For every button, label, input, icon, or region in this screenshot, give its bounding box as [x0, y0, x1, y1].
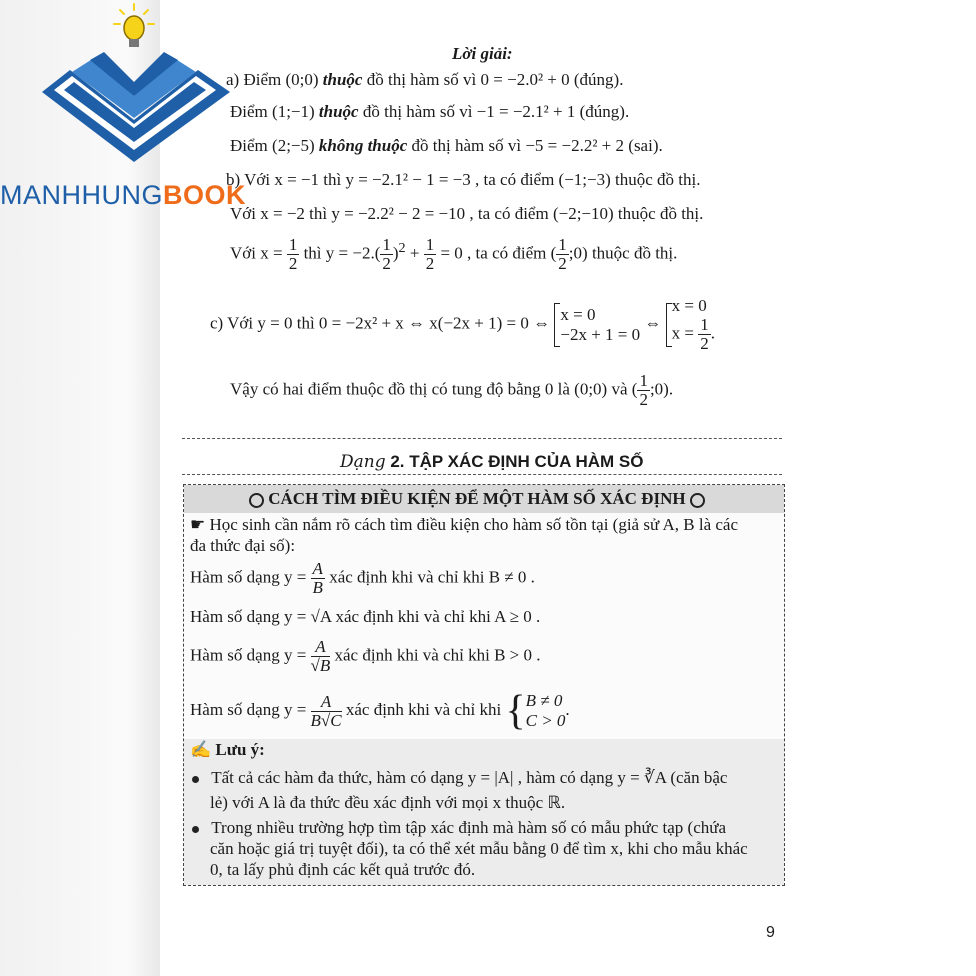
- bullet-icon: [192, 826, 199, 833]
- rule-box-title: CÁCH TÌM ĐIỀU KIỆN ĐỂ MỘT HÀM SỐ XÁC ĐỊNH: [249, 489, 705, 509]
- book-bulb-icon: [40, 0, 240, 175]
- logo-wordmark: [0, 180, 246, 211]
- part-a-line-3: Điểm (2;−5) không thuộc đồ thị hàm số vì −5 = −2.2² + 2 (sai).: [230, 136, 663, 155]
- section-title: Dạng 2. TẬP XÁC ĐỊNH CỦA HÀM SỐ: [340, 452, 644, 472]
- section-divider-bottom: [182, 474, 782, 475]
- note-item-2-cont-2: 0, ta lấy phủ định các kết quả trước đó.: [210, 860, 476, 879]
- part-a-line-2: Điểm (1;−1) thuộc đồ thị hàm số vì −1 = −2.1² + 1 (đúng).: [230, 102, 630, 121]
- page-number: 9: [766, 924, 775, 941]
- conclusion-line: Vậy có hai điểm thuộc đồ thị có tung độ bằng 0 là (0;0) và ( $\frac{1}{2}$ ;0).: [230, 371, 674, 409]
- part-b-line-2: Với x = −2 thì y = −2.2² − 2 = −10 , ta có điểm (−2;−10) thuộc đồ thị.: [230, 204, 704, 223]
- circle-bullet-icon: [249, 493, 264, 508]
- note-item-1-cont: lẻ) với A là đa thức đều xác định với mọi x thuộc ℝ.: [210, 793, 566, 812]
- note-label: ✍ Lưu ý:: [190, 740, 265, 759]
- logo-word-manhhung: MANHHUNG: [0, 180, 163, 210]
- intro-line-1: ☛ Học sinh cần nắm rõ cách tìm điều kiện cho hàm số tồn tại (giả sử A, B là các: [190, 515, 739, 534]
- note-item-2: Trong nhiều trường hợp tìm tập xác định mà hàm số có mẫu phức tạp (chứa: [192, 818, 726, 838]
- rule-4: Hàm số dạng y = $\frac{A}{B√C}$ xác định khi và chỉ khi { B ≠ 0 C > 0 .: [190, 688, 570, 734]
- pen-icon: ✍: [190, 740, 212, 759]
- logo-word-book: BOOK: [163, 180, 246, 210]
- rule-1: Hàm số dạng y = $\frac{A}{B}$ xác định khi và chỉ khi B ≠ 0 .: [190, 559, 535, 597]
- section-divider-top: [182, 438, 782, 439]
- pointing-hand-icon: ☛: [190, 515, 206, 534]
- circle-bullet-icon: [690, 493, 705, 508]
- bullet-icon: [192, 776, 199, 783]
- part-b-line-3: Với x = $\frac{1}{2}$ thì y = −2.( $\frac{1}{2}$ )$^2$ + $\frac{1}{2}$ = 0 , ta có điểm ( $\frac{1}{2}$ ;0) thuộc đồ thị.: [230, 235, 678, 273]
- rule-3: Hàm số dạng y = $\frac{A}{√B}$ xác định khi và chỉ khi B > 0 .: [190, 637, 541, 675]
- part-c-line: c) Với y = 0 thì 0 = −2x² + x ⇔ x(−2x + 1) = 0 ⇔ x = 0 −2x + 1 = 0 ⇔ x = 0 x = $\frac{1}{2}$ .: [210, 296, 715, 353]
- part-b-line-1: b) Với x = −1 thì y = −2.1² − 1 = −3 , ta có điểm (−1;−3) thuộc đồ thị.: [226, 170, 701, 189]
- note-item-1: Tất cả các hàm đa thức, hàm có dạng y = |A| , hàm có dạng y = ∛A (căn bậc: [192, 768, 727, 788]
- solution-heading: Lời giải:: [452, 44, 513, 63]
- part-a-line-1: a) Điểm (0;0) thuộc đồ thị hàm số vì 0 = −2.0² + 0 (đúng).: [226, 70, 624, 89]
- rule-2: Hàm số dạng y = √A xác định khi và chỉ khi A ≥ 0 .: [190, 607, 541, 626]
- note-item-2-cont-1: căn hoặc giá trị tuyệt đối), ta có thể xét mẫu bằng 0 để tìm x, khi cho mẫu khác: [210, 839, 748, 858]
- intro-line-2: đa thức đại số):: [190, 536, 296, 555]
